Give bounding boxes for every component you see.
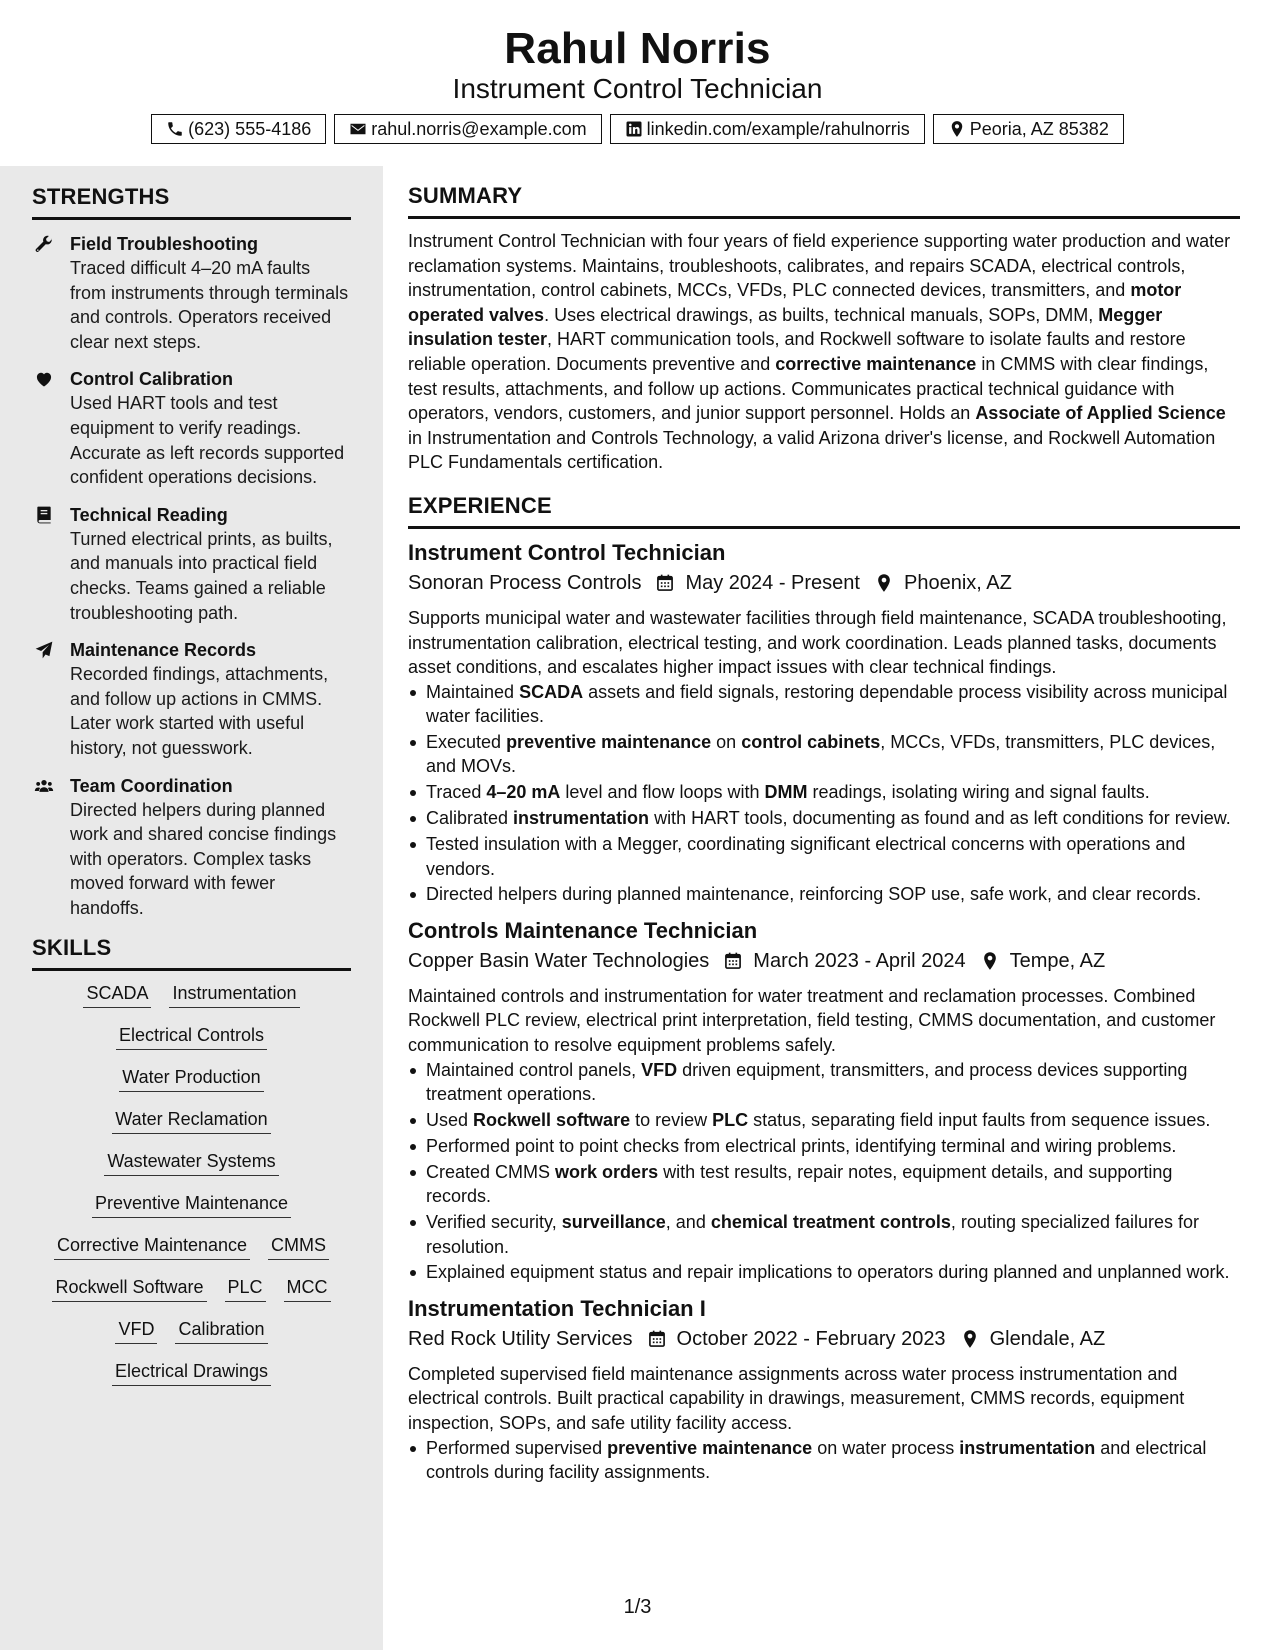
skill-tag: Instrumentation bbox=[169, 981, 299, 1008]
body-text: Used bbox=[426, 1109, 474, 1130]
job-entry bbox=[408, 916, 1240, 1285]
job-dates: May 2024 - Present bbox=[685, 571, 860, 594]
skills-list bbox=[32, 981, 351, 1386]
divider bbox=[32, 968, 351, 971]
contact-location[interactable] bbox=[933, 114, 1124, 144]
contact-linkedin[interactable] bbox=[610, 114, 925, 144]
body-text: Performed point to point checks from electrical prints, identifying terminal and wiring problems. bbox=[426, 1135, 1177, 1156]
body-text: Performed supervised bbox=[426, 1437, 608, 1458]
strength-item bbox=[32, 503, 351, 625]
bullet-item bbox=[408, 1134, 1240, 1158]
strength-title: Field Troubleshooting bbox=[70, 234, 258, 254]
skill-tag: Preventive Maintenance bbox=[92, 1191, 291, 1218]
sidebar bbox=[0, 166, 383, 1650]
strength-desc: Recorded findings, attachments, and follow up actions in CMMS. Later work started with useful history, not guesswork. bbox=[70, 664, 329, 758]
map-marker-icon bbox=[948, 120, 966, 138]
job-title: Controls Maintenance Technician bbox=[408, 917, 758, 943]
calendar-icon bbox=[723, 951, 743, 971]
job-title: Instrument Control Technician bbox=[408, 539, 726, 565]
body-text: Instrument Control Technician with four years of field experience supporting water production and water reclamation systems. Maintains, troubleshoots, calibrates, and repairs SCADA, electrical controls, instrumentation, control cabinets, MCCs, VFDs, PLC connected devices, transmitters, and bbox=[408, 231, 1231, 301]
linkedin-text: linkedin.com/example/rahulnorris bbox=[646, 118, 910, 139]
body-text: in CMMS with clear findings, test results, attachments, and follow up actions. Communicates practical technical guidance with operators, vendors, customers, and junior support personnel. Holds an bbox=[408, 353, 1209, 424]
strengths-heading: STRENGTHS bbox=[32, 184, 170, 209]
emphasis-text: surveillance bbox=[561, 1212, 666, 1233]
emphasis-text: DMM bbox=[764, 782, 808, 803]
emphasis-text: work orders bbox=[555, 1161, 659, 1182]
strength-desc: Turned electrical prints, as builts, and manuals into practical field checks. Teams gained a reliable troubleshooting path. bbox=[70, 528, 333, 623]
skill-tag: Electrical Controls bbox=[116, 1023, 267, 1050]
body-text: Tested insulation with a Megger, coordinating significant electrical concerns with operations and vendors. bbox=[426, 834, 1186, 879]
bullet-item bbox=[408, 680, 1240, 729]
main-content bbox=[408, 181, 1240, 1486]
bullet-item bbox=[408, 882, 1240, 906]
body-text: to review bbox=[630, 1109, 713, 1130]
body-text: with HART tools, documenting as found and as left conditions for review. bbox=[649, 808, 1231, 829]
summary-heading: SUMMARY bbox=[408, 183, 523, 208]
body-text: . Uses electrical drawings, as builts, technical manuals, SOPs, DMM, bbox=[544, 304, 1099, 325]
strength-item bbox=[32, 638, 351, 760]
emphasis-text: Associate of Applied Science bbox=[975, 403, 1226, 424]
map-marker-icon bbox=[980, 951, 1000, 971]
map-marker-icon bbox=[874, 573, 894, 593]
job-title: Instrumentation Technician I bbox=[408, 1295, 706, 1321]
skills-heading: SKILLS bbox=[32, 935, 112, 961]
experience-list bbox=[408, 538, 1240, 1484]
body-text: on bbox=[711, 732, 742, 753]
skill-tag: Rockwell Software bbox=[52, 1275, 206, 1302]
bullet-item bbox=[408, 1210, 1240, 1259]
job-meta bbox=[408, 568, 1240, 598]
emphasis-text: Rockwell software bbox=[473, 1109, 631, 1130]
location-text: Peoria, AZ 85382 bbox=[969, 118, 1109, 139]
job-entry bbox=[408, 1294, 1240, 1485]
skill-tag: Water Production bbox=[119, 1065, 263, 1092]
body-text: Maintained control panels, bbox=[426, 1059, 642, 1080]
bullet-item bbox=[408, 1260, 1240, 1284]
page-number-text: 1/3 bbox=[623, 1596, 652, 1618]
bullet-item bbox=[408, 1108, 1240, 1132]
email-text: rahul.norris@example.com bbox=[371, 118, 587, 139]
body-text: , MCCs, VFDs, transmitters, PLC devices, and MOVs. bbox=[426, 732, 1216, 777]
skill-tag: SCADA bbox=[83, 981, 151, 1008]
emphasis-text: 4–20 mA bbox=[486, 782, 561, 803]
strength-title: Technical Reading bbox=[70, 504, 228, 525]
bullet-item bbox=[408, 1160, 1240, 1209]
strengths-list bbox=[32, 232, 351, 920]
bullet-item bbox=[408, 1436, 1240, 1485]
body-text: assets and field signals, restoring dependable process visibility across municipal water facilities. bbox=[426, 681, 1228, 727]
skill-tag: CMMS bbox=[268, 1233, 329, 1260]
strength-item bbox=[32, 367, 351, 489]
linkedin-icon bbox=[625, 120, 643, 138]
body-text: with test results, repair notes, equipment details, and supporting records. bbox=[426, 1161, 1173, 1207]
job-description: Supports municipal water and wastewater facilities through field maintenance, SCADA troubleshooting, instrumentation calibration, electrical testing, and work coordination. Leads planned tasks, documents asset conditions, and escalates higher impact issues with clear technical findings. bbox=[408, 607, 1227, 678]
resume-header bbox=[0, 0, 1275, 166]
divider bbox=[408, 216, 1240, 219]
contact-phone[interactable] bbox=[151, 114, 326, 144]
experience-heading: EXPERIENCE bbox=[408, 492, 552, 518]
job-bullets bbox=[408, 1436, 1240, 1485]
job-meta bbox=[408, 946, 1240, 976]
skill-tag: Wastewater Systems bbox=[104, 1149, 278, 1176]
body-text: Maintained bbox=[426, 681, 520, 702]
job-meta bbox=[408, 1324, 1240, 1354]
job-location: Phoenix, AZ bbox=[903, 571, 1012, 594]
bullet-item bbox=[408, 806, 1240, 830]
skill-tag: Corrective Maintenance bbox=[54, 1233, 250, 1260]
bullet-item bbox=[408, 832, 1240, 881]
skill-tag: Calibration bbox=[175, 1317, 267, 1344]
summary-text bbox=[408, 229, 1240, 475]
body-text: status, separating field input faults from sequence issues. bbox=[748, 1109, 1211, 1130]
strength-item bbox=[32, 232, 351, 354]
emphasis-text: instrumentation bbox=[513, 808, 650, 829]
job-dates: March 2023 - April 2024 bbox=[753, 949, 966, 972]
skill-tag: Water Reclamation bbox=[112, 1107, 270, 1134]
candidate-role: Instrument Control Technician bbox=[452, 73, 823, 104]
body-text: Directed helpers during planned maintenance, reinforcing SOP use, safe work, and clear records. bbox=[426, 884, 1202, 905]
divider bbox=[408, 526, 1240, 529]
job-description: Completed supervised field maintenance assignments across water process instrumentation and electrical controls. Built practical capability in drawings, measurement, CMMS records, equipment inspection, SOPs, and safe utility facility access. bbox=[408, 1363, 1185, 1433]
job-description: Maintained controls and instrumentation for water treatment and reclamation processes. Combined Rockwell PLC review, electrical print interpretation, field testing, CMMS documentation, and customer communication to resolve equipment problems safely. bbox=[408, 985, 1216, 1056]
emphasis-text: PLC bbox=[712, 1109, 749, 1130]
job-bullets bbox=[408, 680, 1240, 907]
heart-icon bbox=[34, 369, 54, 389]
bullet-item bbox=[408, 1058, 1240, 1107]
strength-title: Maintenance Records bbox=[70, 640, 257, 661]
body-text: level and flow loops with bbox=[560, 782, 765, 803]
emphasis-text: corrective maintenance bbox=[775, 353, 977, 374]
book-icon bbox=[34, 505, 54, 525]
emphasis-text: Megger insulation tester bbox=[408, 304, 1163, 350]
wrench-icon bbox=[34, 234, 54, 254]
job-entry bbox=[408, 538, 1240, 907]
users-icon bbox=[34, 776, 54, 796]
body-text: Executed bbox=[426, 732, 507, 753]
bullet-item bbox=[408, 730, 1240, 779]
body-text: , and bbox=[665, 1212, 711, 1233]
skill-tag: VFD bbox=[115, 1317, 157, 1344]
body-text: Created CMMS bbox=[426, 1161, 556, 1182]
strength-title: Team Coordination bbox=[70, 775, 233, 796]
bullet-item bbox=[408, 780, 1240, 804]
calendar-icon bbox=[647, 1329, 667, 1349]
job-location: Glendale, AZ bbox=[989, 1327, 1106, 1350]
job-bullets bbox=[408, 1058, 1240, 1285]
job-location: Tempe, AZ bbox=[1009, 949, 1106, 972]
body-text: driven equipment, transmitters, and process devices supporting treatment operations. bbox=[426, 1059, 1188, 1105]
emphasis-text: SCADA bbox=[519, 681, 584, 702]
body-text: , routing specialized failures for resolution. bbox=[426, 1212, 1200, 1257]
emphasis-text: preventive maintenance bbox=[607, 1437, 813, 1458]
skill-tag: Electrical Drawings bbox=[112, 1359, 271, 1386]
job-company: Sonoran Process Controls bbox=[408, 571, 642, 594]
page-number bbox=[0, 1596, 1275, 1619]
emphasis-text: motor operated valves bbox=[408, 280, 1182, 325]
body-text: readings, isolating wiring and signal faults. bbox=[807, 782, 1150, 803]
paper-plane-icon bbox=[34, 640, 54, 660]
body-text: Explained equipment status and repair implications to operators during planned and unplanned work. bbox=[426, 1262, 1230, 1283]
body-text: , HART communication tools, and Rockwell software to isolate faults and restore reliable operation. Documents preventive and bbox=[408, 329, 1186, 374]
body-text: Calibrated bbox=[426, 808, 514, 829]
strength-item bbox=[32, 774, 351, 921]
job-company: Red Rock Utility Services bbox=[408, 1327, 633, 1350]
calendar-icon bbox=[655, 573, 675, 593]
envelope-icon bbox=[349, 120, 367, 138]
body-text: Verified security, bbox=[426, 1212, 562, 1233]
divider bbox=[32, 217, 351, 220]
strength-desc: Traced difficult 4–20 mA faults from instruments through terminals and controls. Operators received clear next steps. bbox=[70, 258, 349, 352]
phone-text: (623) 555-4186 bbox=[188, 118, 312, 139]
contact-bar bbox=[0, 114, 1275, 144]
contact-email[interactable] bbox=[334, 114, 601, 144]
phone-icon bbox=[166, 120, 184, 138]
emphasis-text: control cabinets bbox=[741, 732, 881, 753]
job-dates: October 2022 - February 2023 bbox=[676, 1327, 946, 1350]
strength-desc: Used HART tools and test equipment to verify readings. Accurate as left records supported confident operations decisions. bbox=[70, 393, 345, 488]
skill-tag: MCC bbox=[284, 1275, 331, 1302]
emphasis-text: preventive maintenance bbox=[506, 732, 712, 753]
body-text: on water process bbox=[812, 1437, 960, 1458]
emphasis-text: VFD bbox=[641, 1059, 678, 1080]
strength-title: Control Calibration bbox=[70, 369, 233, 390]
map-marker-icon bbox=[960, 1329, 980, 1349]
job-company: Copper Basin Water Technologies bbox=[408, 949, 710, 972]
emphasis-text: instrumentation bbox=[959, 1437, 1096, 1458]
body-text: in Instrumentation and Controls Technology, a valid Arizona driver's license, and Rockwell Automation PLC Fundamentals certification. bbox=[408, 427, 1216, 473]
body-text: Traced bbox=[426, 782, 487, 803]
emphasis-text: chemical treatment controls bbox=[710, 1212, 951, 1233]
skill-tag: PLC bbox=[225, 1275, 266, 1302]
strength-desc: Directed helpers during planned work and shared concise findings with operators. Complex tasks moved forward with fewer handoffs. bbox=[70, 799, 337, 918]
body-text: and electrical controls during facility assignments. bbox=[426, 1437, 1207, 1482]
candidate-name: Rahul Norris bbox=[504, 24, 771, 73]
